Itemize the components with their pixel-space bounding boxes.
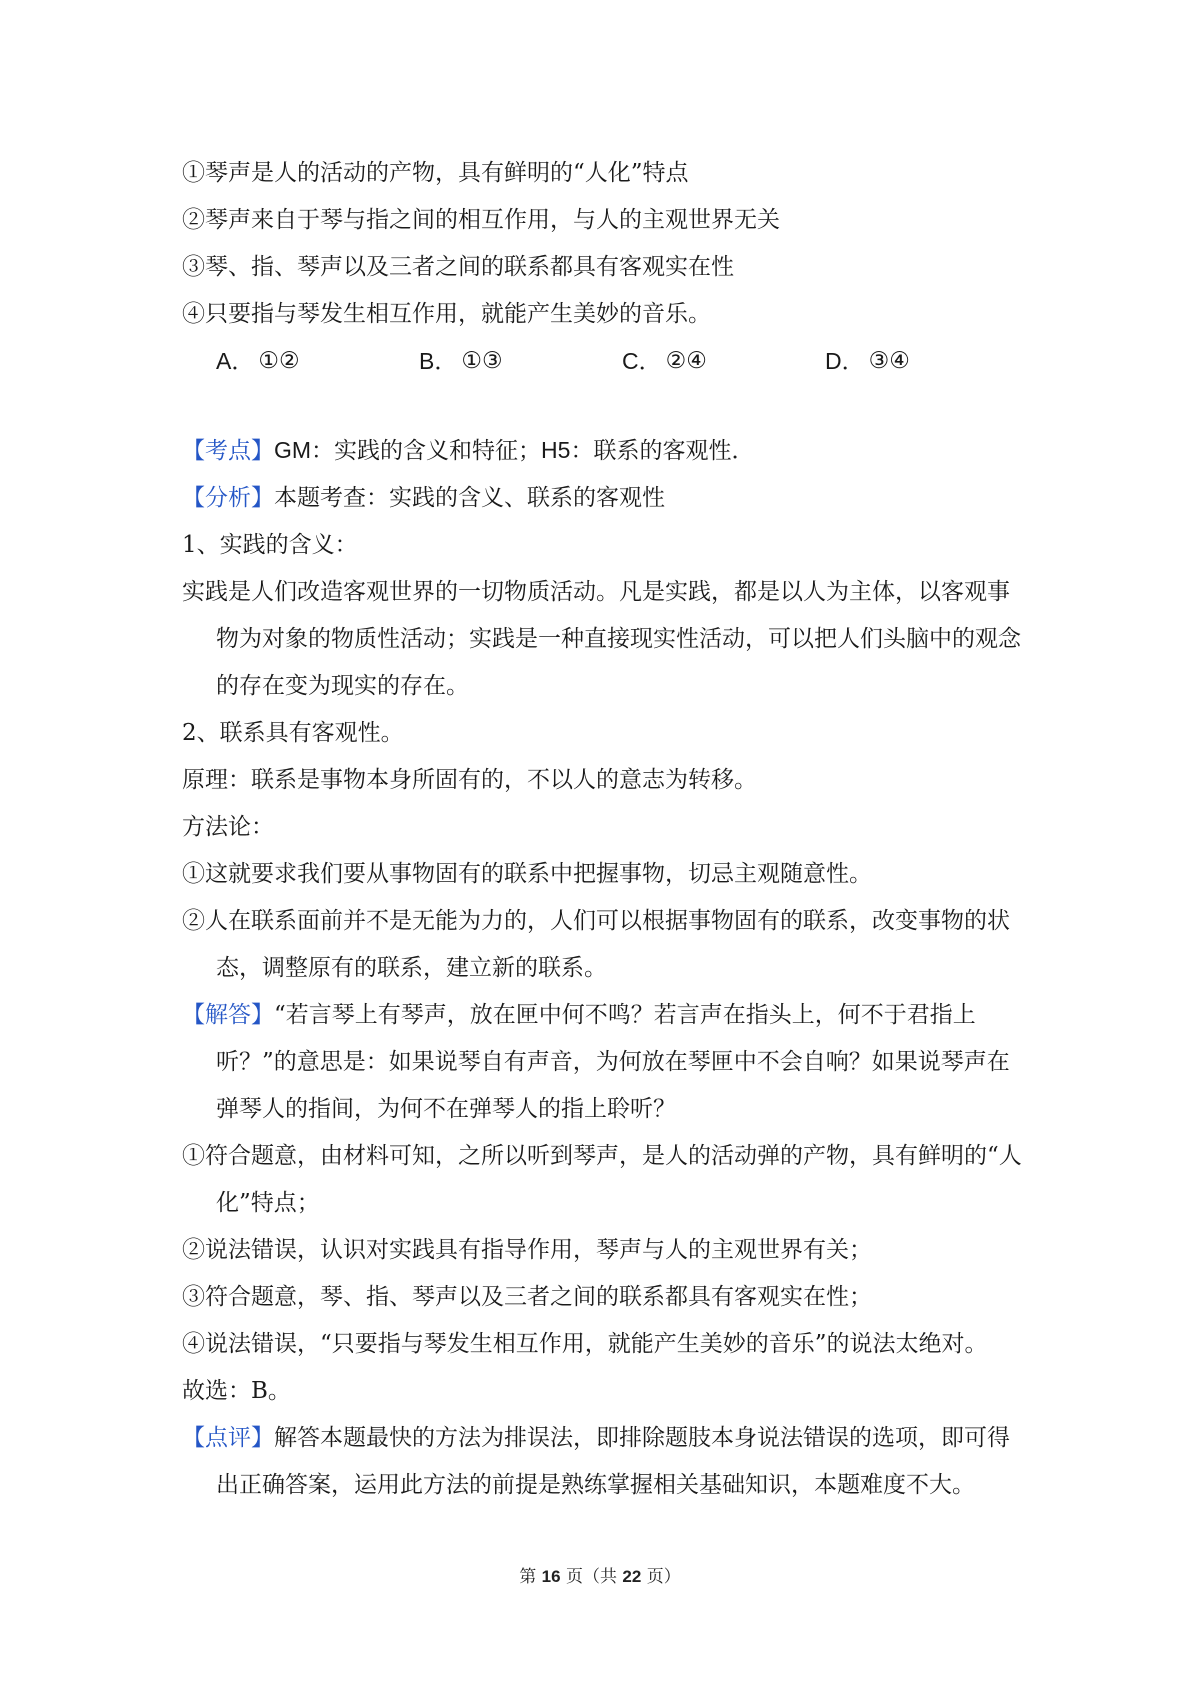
fenxi-text: 本题考查：实践的含义、联系的客观性 — [274, 485, 665, 511]
jieda-text: “若言琴上有琴声，放在匣中何不鸣？若言声在指头上，何不于君指上听？”的意思是：如果说琴自有声音，为何放在琴匣中不会自响？如果说琴声在弹琴人的指间，为何不在弹琴人的指上聆听？ — [216, 1002, 1010, 1122]
statement-1: ①琴声是人的活动的产物，具有鲜明的“人化”特点 — [182, 160, 689, 186]
footer-total-pages: 22 — [622, 1567, 642, 1586]
footer-middle: 页（共 — [566, 1567, 617, 1587]
option-letter: A． — [216, 348, 255, 374]
option-letter: B． — [419, 348, 458, 374]
option-text: ①② — [258, 348, 300, 374]
kaodian-tag: 【考点】 — [182, 438, 274, 464]
dianping-section — [182, 1415, 1028, 1509]
jieda-item-2: ②说法错误，认识对实践具有指导作用，琴声与人的主观世界有关； — [182, 1237, 872, 1263]
footer-page-number: 16 — [541, 1567, 561, 1586]
option-d — [825, 338, 1028, 385]
dianping-text: 解答本题最快的方法为排误法，即排除题肢本身说法错误的选项，即可得出正确答案，运用此方法的前提是熟练掌握相关基础知识，本题难度不大。 — [216, 1425, 1010, 1498]
jieda-tag: 【解答】 — [182, 1002, 274, 1028]
jieda-item-4: ④说法错误，“只要指与琴发生相互作用，就能产生美妙的音乐”的说法太绝对。 — [182, 1331, 988, 1357]
option-letter: D． — [825, 348, 865, 374]
section-gap — [182, 385, 1028, 427]
analysis-principle: 原理：联系是事物本身所固有的，不以人的意志为转移。 — [182, 767, 757, 793]
option-a — [216, 338, 419, 385]
jieda-section — [182, 992, 1028, 1133]
jieda-item-3: ③符合题意，琴、指、琴声以及三者之间的联系都具有客观实在性； — [182, 1284, 872, 1310]
answer-options — [182, 338, 1028, 385]
page-footer — [0, 1562, 1200, 1587]
analysis-paragraph-1: 实践是人们改造客观世界的一切物质活动。凡是实践，都是以人为主体，以客观事物为对象的物质性活动；实践是一种直接现实性活动，可以把人们头脑中的观念的存在变为现实的存在。 — [182, 579, 1021, 699]
kaodian-text: GM：实践的含义和特征；H5：联系的客观性． — [274, 437, 755, 463]
dianping-tag: 【点评】 — [182, 1425, 274, 1451]
statement-4: ④只要指与琴发生相互作用，就能产生美妙的音乐。 — [182, 301, 711, 327]
footer-prefix: 第 — [519, 1567, 537, 1587]
footer-suffix: 页） — [646, 1567, 681, 1587]
page-content — [182, 150, 1028, 1509]
option-text: ②④ — [665, 348, 707, 374]
analysis-heading-1: 1、实践的含义： — [182, 532, 358, 558]
option-letter: C． — [622, 348, 662, 374]
analysis-method-1: ①这就要求我们要从事物固有的联系中把握事物，切忌主观随意性。 — [182, 861, 872, 887]
fenxi-tag: 【分析】 — [182, 485, 274, 511]
analysis-heading-2: 2、联系具有客观性。 — [182, 720, 404, 746]
analysis-method-2: ②人在联系面前并不是无能为力的，人们可以根据事物固有的联系，改变事物的状态，调整原有的联系，建立新的联系。 — [182, 908, 1010, 981]
kaodian-section — [182, 427, 1028, 475]
fenxi-section — [182, 475, 1028, 522]
statement-3: ③琴、指、琴声以及三者之间的联系都具有客观实在性 — [182, 254, 734, 280]
jieda-item-1: ①符合题意，由材料可知，之所以听到琴声，是人的活动弹的产物，具有鲜明的“人化”特点； — [182, 1143, 1022, 1216]
jieda-answer: 故选：B。 — [182, 1378, 291, 1404]
analysis-methodology-label: 方法论： — [182, 814, 274, 840]
option-b — [419, 338, 622, 385]
statement-2: ②琴声来自于琴与指之间的相互作用，与人的主观世界无关 — [182, 207, 780, 233]
option-text: ③④ — [868, 348, 910, 374]
option-c — [622, 338, 825, 385]
option-text: ①③ — [461, 348, 503, 374]
